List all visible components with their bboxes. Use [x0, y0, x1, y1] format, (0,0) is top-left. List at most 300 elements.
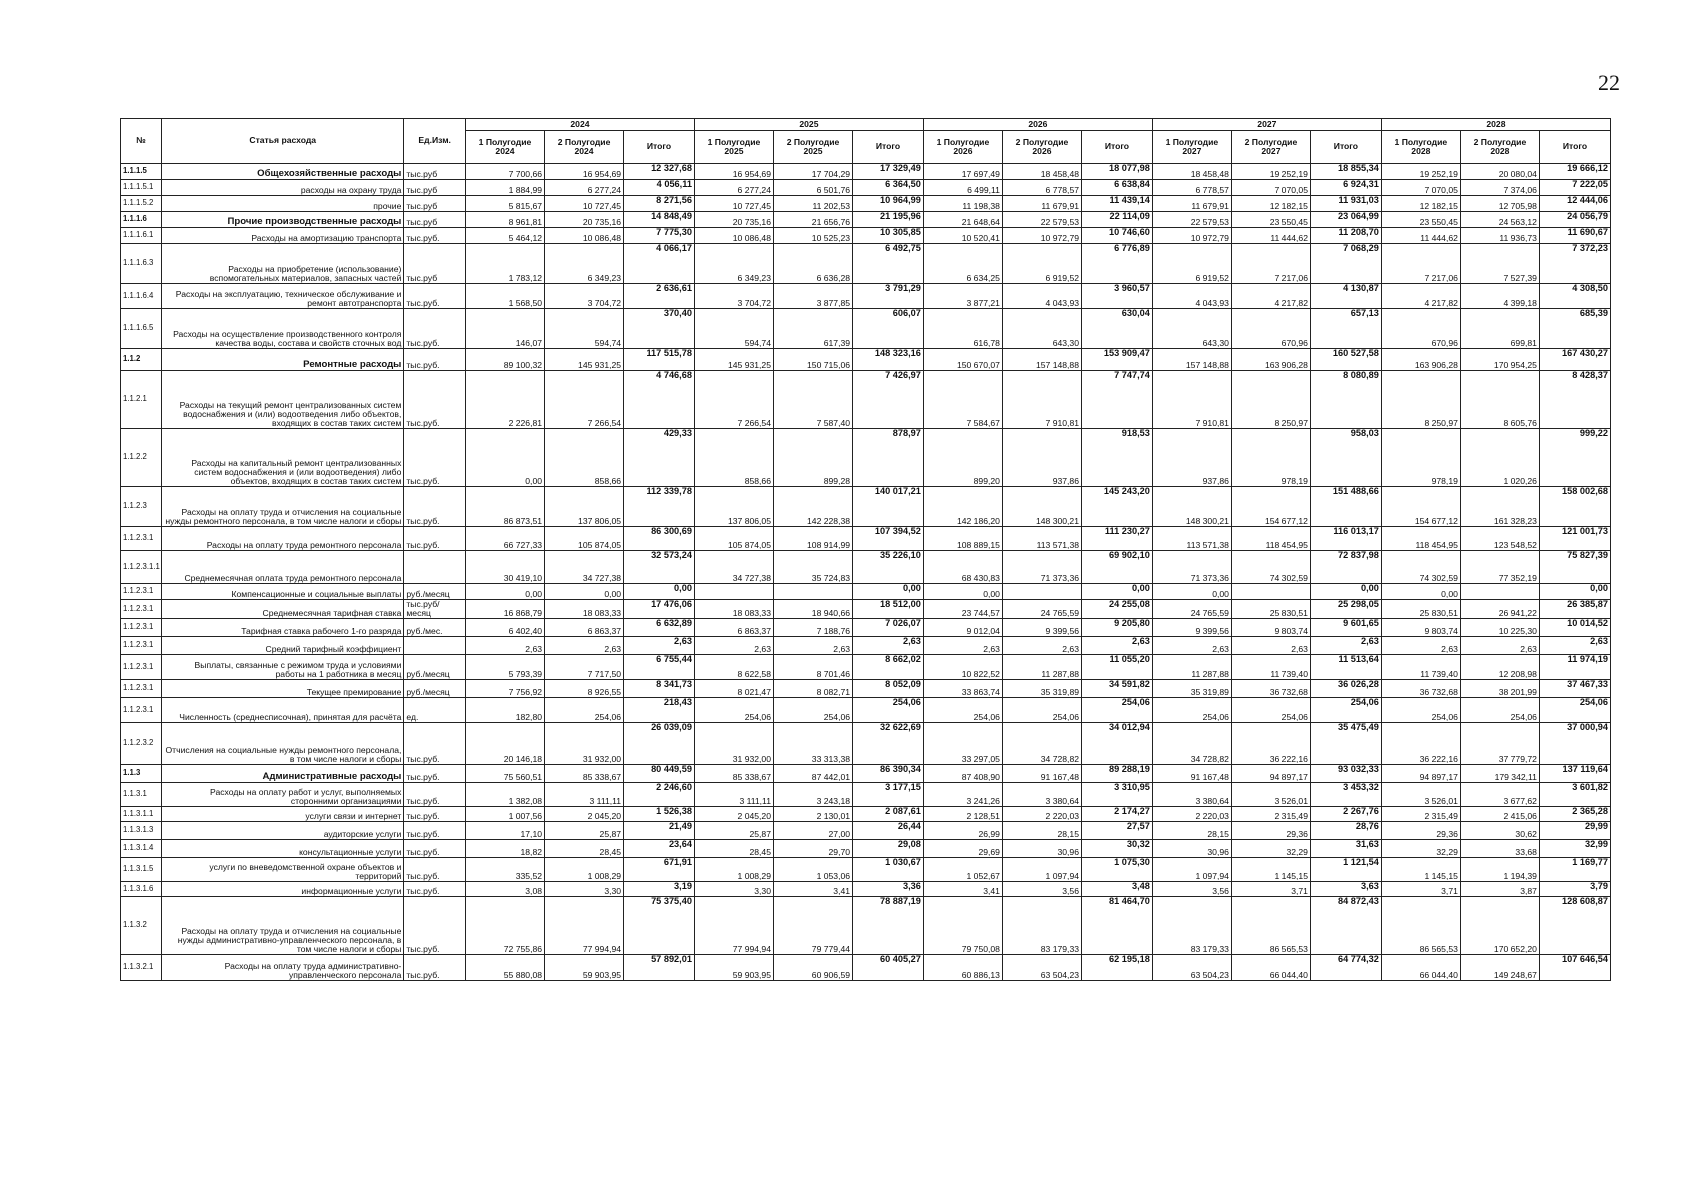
cell-total: 140 017,21 [853, 487, 924, 527]
row-unit: тыс.руб. [404, 882, 466, 897]
cell-total: 11 055,20 [1082, 655, 1153, 680]
cell-value: 7 527,39 [1460, 244, 1539, 284]
cell-total: 18 855,34 [1310, 164, 1381, 180]
cell-value: 3 677,62 [1460, 783, 1539, 807]
row-code: 1.1.3.1.4 [121, 840, 162, 858]
cell-total: 10 305,85 [853, 228, 924, 244]
cell-total: 31,63 [1310, 840, 1381, 858]
cell-value: 23 744,57 [923, 600, 1002, 619]
cell-value: 4 043,93 [1002, 284, 1081, 309]
header-h2: 2 Полугодие 2024 [545, 131, 624, 164]
cell-total: 370,40 [624, 309, 695, 349]
row-code: 1.1.2.2 [121, 429, 162, 487]
cell-total: 958,03 [1310, 429, 1381, 487]
cell-total: 2,63 [1082, 637, 1153, 655]
cell-value: 10 525,23 [773, 228, 852, 244]
row-name: Расходы на оплату труда и отчисления на социальные нужды ремонтного персонала, в том числе налоги и сборы [162, 487, 404, 527]
cell-total: 10 014,52 [1539, 619, 1610, 637]
cell-value: 118 454,95 [1231, 527, 1310, 551]
cell-total: 1 526,38 [624, 807, 695, 822]
cell-total: 64 774,32 [1310, 955, 1381, 981]
cell-value: 254,06 [1231, 698, 1310, 723]
cell-value: 254,06 [694, 698, 773, 723]
cell-total: 36 026,28 [1310, 680, 1381, 698]
header-year-2025: 2025 [694, 119, 923, 131]
cell-value: 2 315,49 [1381, 807, 1460, 822]
cell-total: 29,99 [1539, 822, 1610, 840]
cell-value: 11 198,38 [923, 196, 1002, 212]
row-code: 1.1.2.3.1 [121, 655, 162, 680]
cell-total: 8 341,73 [624, 680, 695, 698]
table-row [121, 723, 1611, 765]
cell-value: 21 648,64 [923, 212, 1002, 228]
cell-value: 170 652,20 [1460, 897, 1539, 955]
table-row [121, 840, 1611, 858]
cell-total: 160 527,58 [1310, 349, 1381, 371]
cell-total: 3 310,95 [1082, 783, 1153, 807]
cell-value: 18 940,66 [773, 600, 852, 619]
cell-total: 84 872,43 [1310, 897, 1381, 955]
cell-total: 93 032,33 [1310, 765, 1381, 783]
cell-value: 1 008,29 [545, 858, 624, 882]
row-name: Расходы на оплату труда и отчисления на социальные нужды административно-управленческого персонала, в том числе налоги и сборы [162, 897, 404, 955]
cell-value: 36 222,16 [1381, 723, 1460, 765]
cell-total: 21,49 [624, 822, 695, 840]
table-row [121, 955, 1611, 981]
cell-total: 167 430,27 [1539, 349, 1610, 371]
row-code: 1.1.1.5.2 [121, 196, 162, 212]
cell-total: 25 298,05 [1310, 600, 1381, 619]
cell-value: 157 148,88 [1152, 349, 1231, 371]
cell-total: 80 449,59 [624, 765, 695, 783]
table-row [121, 882, 1611, 897]
cell-total: 128 608,87 [1539, 897, 1610, 955]
cell-value: 26 941,22 [1460, 600, 1539, 619]
table-row [121, 164, 1611, 180]
cell-value: 34 728,82 [1152, 723, 1231, 765]
cell-total: 26 039,09 [624, 723, 695, 765]
cell-total: 26 385,87 [1539, 600, 1610, 619]
cell-value: 105 874,05 [545, 527, 624, 551]
cell-total: 2 174,27 [1082, 807, 1153, 822]
cell-total: 11 931,03 [1310, 196, 1381, 212]
cell-total: 111 230,27 [1082, 527, 1153, 551]
cell-total: 107 394,52 [853, 527, 924, 551]
row-code: 1.1.2 [121, 349, 162, 371]
cell-value: 643,30 [1002, 309, 1081, 349]
cell-value: 4 399,18 [1460, 284, 1539, 309]
cell-value: 335,52 [465, 858, 544, 882]
cell-value: 113 571,38 [1152, 527, 1231, 551]
cell-value: 85 338,67 [545, 765, 624, 783]
row-name: расходы на охрану труда [162, 180, 404, 196]
cell-value: 35 724,83 [773, 551, 852, 584]
cell-value: 8 701,46 [773, 655, 852, 680]
row-unit: тыс.руб. [404, 822, 466, 840]
cell-total: 22 114,09 [1082, 212, 1153, 228]
expense-table-container [120, 118, 1611, 981]
cell-total: 32 573,24 [624, 551, 695, 584]
row-unit: тыс.руб [404, 180, 466, 196]
cell-value: 10 727,45 [545, 196, 624, 212]
cell-value: 8 082,71 [773, 680, 852, 698]
cell-total: 7 372,23 [1539, 244, 1610, 284]
table-row [121, 284, 1611, 309]
cell-value: 2 315,49 [1231, 807, 1310, 822]
cell-total: 10 964,99 [853, 196, 924, 212]
table-row [121, 180, 1611, 196]
cell-value: 6 919,52 [1002, 244, 1081, 284]
row-name: аудиторские услуги [162, 822, 404, 840]
cell-value: 6 402,40 [465, 619, 544, 637]
cell-value: 36 222,16 [1231, 723, 1310, 765]
cell-value: 2,63 [694, 637, 773, 655]
cell-value: 66 044,40 [1381, 955, 1460, 981]
cell-value: 11 679,91 [1152, 196, 1231, 212]
cell-total: 6 638,84 [1082, 180, 1153, 196]
cell-value: 20 735,16 [694, 212, 773, 228]
cell-value: 616,78 [923, 309, 1002, 349]
cell-value: 254,06 [1002, 698, 1081, 723]
cell-value: 3 380,64 [1152, 783, 1231, 807]
cell-total: 117 515,78 [624, 349, 695, 371]
cell-value: 699,81 [1460, 309, 1539, 349]
cell-total: 630,04 [1082, 309, 1153, 349]
table-row [121, 655, 1611, 680]
cell-total: 7 068,29 [1310, 244, 1381, 284]
cell-value: 6 277,24 [694, 180, 773, 196]
cell-total: 2 636,61 [624, 284, 695, 309]
cell-value: 118 454,95 [1381, 527, 1460, 551]
cell-value: 1 008,29 [694, 858, 773, 882]
cell-value: 4 043,93 [1152, 284, 1231, 309]
cell-value: 83 179,33 [1002, 897, 1081, 955]
cell-value: 23 550,45 [1231, 212, 1310, 228]
row-code: 1.1.3.1.1 [121, 807, 162, 822]
header-h2: 2 Полугодие 2027 [1231, 131, 1310, 164]
row-name: прочие [162, 196, 404, 212]
cell-value: 35 319,89 [1002, 680, 1081, 698]
header-no: № [121, 119, 162, 164]
row-code: 1.1.2.3 [121, 487, 162, 527]
cell-value: 33 313,38 [773, 723, 852, 765]
table-row [121, 822, 1611, 840]
cell-value: 937,86 [1002, 429, 1081, 487]
cell-value: 0,00 [465, 429, 544, 487]
cell-value: 55 880,08 [465, 955, 544, 981]
cell-value: 2,63 [1152, 637, 1231, 655]
cell-value: 30,96 [1002, 840, 1081, 858]
cell-total: 254,06 [1539, 698, 1610, 723]
row-unit: руб./месяц [404, 680, 466, 698]
row-unit: тыс.руб. [404, 371, 466, 429]
cell-total: 3 177,15 [853, 783, 924, 807]
cell-value: 594,74 [545, 309, 624, 349]
cell-total: 657,13 [1310, 309, 1381, 349]
cell-value: 3,71 [1381, 882, 1460, 897]
cell-total: 0,00 [1082, 584, 1153, 600]
table-row [121, 551, 1611, 584]
row-unit: руб./мес. [404, 619, 466, 637]
cell-value: 254,06 [773, 698, 852, 723]
row-name: Расходы на приобретение (использование) вспомогательных материалов, запасных частей [162, 244, 404, 284]
cell-value: 978,19 [1381, 429, 1460, 487]
cell-value: 899,28 [773, 429, 852, 487]
cell-total: 32,99 [1539, 840, 1610, 858]
cell-value: 150 670,07 [923, 349, 1002, 371]
cell-value: 24 765,59 [1002, 600, 1081, 619]
cell-value: 2 220,03 [1152, 807, 1231, 822]
cell-total: 116 013,17 [1310, 527, 1381, 551]
cell-value: 12 208,98 [1460, 655, 1539, 680]
row-unit: тыс.руб. [404, 840, 466, 858]
cell-total: 14 848,49 [624, 212, 695, 228]
cell-value: 2 220,03 [1002, 807, 1081, 822]
cell-value: 1 568,50 [465, 284, 544, 309]
cell-value: 2,63 [1002, 637, 1081, 655]
cell-value: 74 302,59 [1231, 551, 1310, 584]
cell-value: 3 243,18 [773, 783, 852, 807]
table-row [121, 349, 1611, 371]
cell-value: 11 739,40 [1381, 655, 1460, 680]
cell-value: 28,15 [1002, 822, 1081, 840]
cell-value: 170 954,25 [1460, 349, 1539, 371]
cell-value: 3,56 [1152, 882, 1231, 897]
cell-value: 31 932,00 [545, 723, 624, 765]
cell-total: 4 746,68 [624, 371, 695, 429]
cell-total: 7 026,07 [853, 619, 924, 637]
cell-value: 10 086,48 [545, 228, 624, 244]
cell-value: 11 936,73 [1460, 228, 1539, 244]
row-code: 1.1.2.3.1 [121, 698, 162, 723]
row-name: Текущее премирование [162, 680, 404, 698]
row-name: Прочие производственные расходы [162, 212, 404, 228]
cell-value: 2 045,20 [545, 807, 624, 822]
cell-total: 121 001,73 [1539, 527, 1610, 551]
cell-total: 3,36 [853, 882, 924, 897]
row-code: 1.1.2.3.1 [121, 619, 162, 637]
cell-value: 670,96 [1231, 309, 1310, 349]
header-year-2026: 2026 [923, 119, 1152, 131]
cell-value: 87 442,01 [773, 765, 852, 783]
row-unit: тыс.руб [404, 164, 466, 180]
row-code: 1.1.3.1 [121, 783, 162, 807]
cell-value: 1 007,56 [465, 807, 544, 822]
table-row [121, 698, 1611, 723]
cell-value: 12 182,15 [1231, 196, 1310, 212]
cell-value: 2 130,01 [773, 807, 852, 822]
cell-value: 17 697,49 [923, 164, 1002, 180]
row-name: Численность (среднесписочная), принятая для расчёта [162, 698, 404, 723]
cell-value: 29,70 [773, 840, 852, 858]
cell-value: 17,10 [465, 822, 544, 840]
cell-value: 1 097,94 [1002, 858, 1081, 882]
header-year-2028: 2028 [1381, 119, 1610, 131]
cell-total: 3,79 [1539, 882, 1610, 897]
header-year-2024: 2024 [465, 119, 694, 131]
cell-total: 11 513,64 [1310, 655, 1381, 680]
row-unit [404, 551, 466, 584]
row-name: Расходы на эксплуатацию, техническое обслуживание и ремонт автотранспорта [162, 284, 404, 309]
cell-total: 81 464,70 [1082, 897, 1153, 955]
cell-value: 89 100,32 [465, 349, 544, 371]
cell-total: 86 300,69 [624, 527, 695, 551]
cell-value: 8 622,58 [694, 655, 773, 680]
cell-value: 21 656,76 [773, 212, 852, 228]
row-code: 1.1.3.2 [121, 897, 162, 955]
cell-value: 3 704,72 [694, 284, 773, 309]
cell-value: 142 228,38 [773, 487, 852, 527]
cell-value: 149 248,67 [1460, 955, 1539, 981]
cell-value: 38 201,99 [1460, 680, 1539, 698]
cell-value: 9 399,56 [1152, 619, 1231, 637]
cell-value: 7 910,81 [1152, 371, 1231, 429]
cell-total: 24 056,79 [1539, 212, 1610, 228]
cell-total: 6 924,31 [1310, 180, 1381, 196]
cell-value: 1 194,39 [1460, 858, 1539, 882]
cell-value: 643,30 [1152, 309, 1231, 349]
row-name: услуги связи и интернет [162, 807, 404, 822]
cell-total: 35 226,10 [853, 551, 924, 584]
cell-value: 87 408,90 [923, 765, 1002, 783]
table-row [121, 429, 1611, 487]
row-unit: тыс.руб [404, 212, 466, 228]
cell-total: 0,00 [624, 584, 695, 600]
cell-value [1460, 584, 1539, 600]
cell-total: 218,43 [624, 698, 695, 723]
cell-total: 57 892,01 [624, 955, 695, 981]
row-code: 1.1.3.2.1 [121, 955, 162, 981]
cell-value: 3 111,11 [545, 783, 624, 807]
cell-value: 11 739,40 [1231, 655, 1310, 680]
cell-value: 7 217,06 [1231, 244, 1310, 284]
cell-total: 78 887,19 [853, 897, 924, 955]
cell-value: 59 903,95 [545, 955, 624, 981]
cell-value: 7 717,50 [545, 655, 624, 680]
cell-value: 29,36 [1381, 822, 1460, 840]
row-code: 1.1.1.6.5 [121, 309, 162, 349]
cell-total: 8 662,02 [853, 655, 924, 680]
cell-value: 37 779,72 [1460, 723, 1539, 765]
cell-value: 36 732,68 [1231, 680, 1310, 698]
row-code: 1.1.2.3.1 [121, 600, 162, 619]
header-h2: 2 Полугодие 2028 [1460, 131, 1539, 164]
cell-value: 31 932,00 [694, 723, 773, 765]
table-row [121, 807, 1611, 822]
cell-total: 878,97 [853, 429, 924, 487]
cell-value: 6 919,52 [1152, 244, 1231, 284]
row-name: Выплаты, связанные с режимом труда и условиями работы на 1 работника в месяц [162, 655, 404, 680]
cell-value: 10 520,41 [923, 228, 1002, 244]
cell-value: 858,66 [545, 429, 624, 487]
cell-value: 9 803,74 [1381, 619, 1460, 637]
cell-value: 60 906,59 [773, 955, 852, 981]
header-h2: 2 Полугодие 2026 [1002, 131, 1081, 164]
cell-value: 30 419,10 [465, 551, 544, 584]
table-row [121, 228, 1611, 244]
cell-total: 3,63 [1310, 882, 1381, 897]
cell-value: 11 287,88 [1152, 655, 1231, 680]
cell-total: 11 690,67 [1539, 228, 1610, 244]
cell-value: 937,86 [1152, 429, 1231, 487]
cell-total: 29,08 [853, 840, 924, 858]
cell-value: 3 877,85 [773, 284, 852, 309]
cell-value: 3 380,64 [1002, 783, 1081, 807]
cell-value: 60 886,13 [923, 955, 1002, 981]
row-unit: тыс.руб. [404, 783, 466, 807]
cell-value: 11 444,62 [1381, 228, 1460, 244]
cell-value: 1 052,67 [923, 858, 1002, 882]
cell-value: 2 415,06 [1460, 807, 1539, 822]
cell-value: 86 873,51 [465, 487, 544, 527]
cell-value: 3,56 [1002, 882, 1081, 897]
cell-value: 72 755,86 [465, 897, 544, 955]
table-row [121, 309, 1611, 349]
row-code: 1.1.1.6.4 [121, 284, 162, 309]
cell-value: 3 526,01 [1231, 783, 1310, 807]
header-h1: 1 Полугодие 2024 [465, 131, 544, 164]
cell-value: 30,96 [1152, 840, 1231, 858]
row-name: Компенсационные и социальные выплаты [162, 584, 404, 600]
cell-total: 7 747,74 [1082, 371, 1153, 429]
cell-total: 2 365,28 [1539, 807, 1610, 822]
cell-value: 16 954,69 [694, 164, 773, 180]
cell-value: 3,08 [465, 882, 544, 897]
cell-total: 2,63 [624, 637, 695, 655]
row-code: 1.1.1.6 [121, 212, 162, 228]
cell-total: 23,64 [624, 840, 695, 858]
cell-value: 2,63 [773, 637, 852, 655]
row-name: Среднемесячная оплата труда ремонтного персонала [162, 551, 404, 584]
cell-value: 10 972,79 [1002, 228, 1081, 244]
cell-value: 146,07 [465, 309, 544, 349]
row-name: Общехозяйственные расходы [162, 164, 404, 180]
cell-value: 77 352,19 [1460, 551, 1539, 584]
cell-total: 69 902,10 [1082, 551, 1153, 584]
row-name: Ремонтные расходы [162, 349, 404, 371]
cell-total: 34 012,94 [1082, 723, 1153, 765]
cell-total: 8 052,09 [853, 680, 924, 698]
row-name: Расходы на текущий ремонт централизованных систем водоснабжения и (или) водоотведения либо объектов, входящих в состав таких систем [162, 371, 404, 429]
cell-value: 1 020,26 [1460, 429, 1539, 487]
cell-value: 978,19 [1231, 429, 1310, 487]
cell-total: 999,22 [1539, 429, 1610, 487]
cell-value: 18 458,48 [1002, 164, 1081, 180]
cell-value: 20 146,18 [465, 723, 544, 765]
cell-total: 26,44 [853, 822, 924, 840]
cell-value: 142 186,20 [923, 487, 1002, 527]
cell-value: 18 083,33 [694, 600, 773, 619]
cell-value: 161 328,23 [1460, 487, 1539, 527]
cell-value: 8 605,76 [1460, 371, 1539, 429]
row-code: 1.1.3.1.5 [121, 858, 162, 882]
header-unit: Ед.Изм. [404, 119, 466, 164]
cell-total: 4 056,11 [624, 180, 695, 196]
cell-value: 254,06 [545, 698, 624, 723]
header-h1: 1 Полугодие 2028 [1381, 131, 1460, 164]
cell-value: 7 070,05 [1231, 180, 1310, 196]
cell-value: 2 226,81 [465, 371, 544, 429]
cell-value: 66 044,40 [1231, 955, 1310, 981]
cell-total: 27,57 [1082, 822, 1153, 840]
cell-value: 148 300,21 [1152, 487, 1231, 527]
cell-value: 179 342,11 [1460, 765, 1539, 783]
cell-value: 20 080,04 [1460, 164, 1539, 180]
cell-value: 3 241,26 [923, 783, 1002, 807]
cell-total: 2 267,76 [1310, 807, 1381, 822]
cell-total: 35 475,49 [1310, 723, 1381, 765]
cell-value: 154 677,12 [1231, 487, 1310, 527]
